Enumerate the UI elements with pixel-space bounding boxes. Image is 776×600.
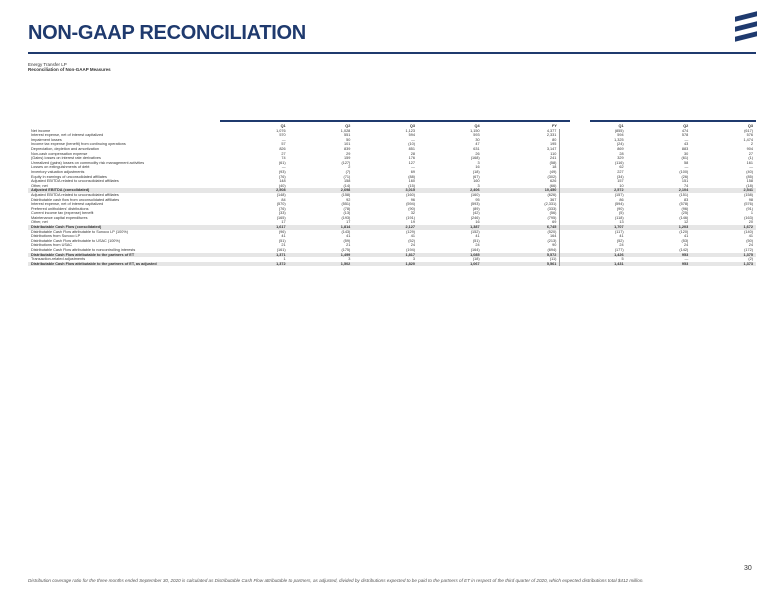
row-label: Distributable Cash Flow (consolidated) bbox=[28, 225, 224, 230]
table-cell: 5 bbox=[560, 257, 627, 262]
table-cell: (51) bbox=[472, 238, 480, 243]
table-cell: (142) bbox=[679, 248, 689, 253]
row-label: Maintenance capital expenditures bbox=[31, 215, 88, 220]
table-cell: 869 bbox=[560, 147, 627, 152]
table-cell: (161) bbox=[276, 248, 286, 253]
table-cell: (694) bbox=[547, 248, 557, 253]
row-label: Equity in earnings of unconsolidated affiliates bbox=[31, 174, 107, 179]
table-cell: 41 bbox=[684, 234, 689, 239]
table-cell: 1,820 bbox=[353, 262, 418, 267]
table-cell: 5,561 bbox=[483, 262, 560, 267]
row-label: Distributable Cash Flow attributable to Sunoco LP (100%) bbox=[31, 229, 129, 234]
row-label: Transaction-related adjustments bbox=[31, 257, 86, 262]
table-cell: 904 bbox=[746, 146, 753, 151]
table-cell: 84 bbox=[281, 197, 286, 202]
table-cell: (40) bbox=[746, 169, 753, 174]
table-cell: 1,085 bbox=[418, 253, 483, 258]
table-cell: — bbox=[411, 137, 415, 142]
company-logo-icon bbox=[735, 14, 757, 40]
table-cell: 159 bbox=[343, 156, 351, 161]
table-cell: 110 bbox=[550, 151, 557, 156]
table-cell: 30 bbox=[684, 151, 689, 156]
table-cell: (165) bbox=[276, 215, 286, 220]
table-cell: (10) bbox=[408, 142, 415, 147]
table-cell: 4,377 bbox=[546, 128, 557, 133]
table-cell: (2,331) bbox=[544, 202, 557, 207]
table-cell: 86 bbox=[560, 198, 627, 203]
table-cell: — bbox=[684, 257, 689, 262]
table-cell: 10,450 bbox=[483, 188, 560, 193]
table-cell: (40) bbox=[278, 183, 286, 188]
page-title: NON-GAAP RECONCILIATION bbox=[28, 22, 306, 44]
table-cell: 80 bbox=[552, 137, 557, 142]
table-cell: 1 bbox=[750, 211, 753, 216]
table-cell: 18 bbox=[552, 165, 557, 170]
table-row bbox=[28, 262, 756, 267]
row-label: Losses on extinguishments of debt bbox=[31, 165, 90, 170]
table-cell: 195 bbox=[550, 142, 557, 147]
table-cell: 953 bbox=[627, 253, 692, 258]
table-cell: 69 bbox=[410, 169, 415, 174]
table-cell: (67) bbox=[472, 174, 480, 179]
table-cell: (76) bbox=[278, 174, 286, 179]
row-label: Inventory valuation adjustments bbox=[31, 169, 85, 174]
table-cell: (61) bbox=[278, 160, 286, 165]
table-cell: 62 bbox=[560, 165, 627, 170]
table-cell: (1) bbox=[748, 156, 753, 161]
table-cell: (96) bbox=[278, 229, 286, 234]
table-cell: 1,499 bbox=[289, 253, 354, 258]
column-group-rule-2020 bbox=[590, 120, 756, 122]
table-cell: 83 bbox=[684, 197, 689, 202]
table-cell: 19 bbox=[410, 220, 415, 225]
table-cell: (33) bbox=[278, 211, 286, 216]
table-cell: 30 bbox=[475, 137, 480, 142]
table-cell: 158 bbox=[343, 179, 351, 184]
table-cell: 578 bbox=[681, 133, 689, 138]
table-cell: (100) bbox=[679, 169, 689, 174]
table-cell: — bbox=[684, 165, 689, 170]
table-cell: 24 bbox=[684, 243, 689, 248]
table-cell: 17 bbox=[346, 220, 351, 225]
table-cell: (18) bbox=[472, 257, 480, 262]
table-cell: (52) bbox=[408, 238, 415, 243]
table-cell: 101 bbox=[343, 142, 351, 147]
column-header: Q1 bbox=[618, 124, 624, 128]
table-cell: (58) bbox=[549, 160, 557, 165]
table-cell: 16 bbox=[475, 220, 480, 225]
table-cell: 16 bbox=[475, 165, 480, 170]
column-header: Q3 bbox=[409, 124, 415, 128]
table-cell: 3,015 bbox=[353, 188, 418, 193]
table-cell: (18) bbox=[472, 169, 480, 174]
table-cell: 2,572 bbox=[560, 188, 627, 193]
table-cell: 1,372 bbox=[224, 262, 289, 267]
table-cell: 24 bbox=[560, 243, 627, 248]
footer-note: Distribution coverage ratio for the three months ended September 30, 2020 is calculated as Distributable Cash Flow attributable to partners, as adjusted, divided by distributions expected to be paid to the partners of ET in respect of the third quarter of 2020, which expected distributions total $412 million. bbox=[28, 578, 644, 583]
table-cell: (116) bbox=[560, 161, 627, 166]
table-cell: (2) bbox=[748, 257, 753, 262]
table-cell: 1,707 bbox=[560, 225, 627, 230]
table-cell: 474 bbox=[681, 128, 689, 133]
table-cell: 1,123 bbox=[405, 128, 415, 133]
row-label: Preferred unitholders' distributions bbox=[31, 206, 89, 211]
table-cell: (158) bbox=[744, 192, 753, 197]
table-cell: 41 bbox=[475, 234, 480, 239]
table-cell: (89) bbox=[472, 206, 480, 211]
table-cell: 24 bbox=[475, 243, 480, 248]
table-cell: 1,203 bbox=[627, 225, 692, 230]
table-cell: (152) bbox=[470, 229, 480, 234]
table-cell: 1,028 bbox=[340, 128, 351, 133]
table-cell: 43 bbox=[684, 142, 689, 147]
table-cell: 29 bbox=[346, 151, 351, 156]
table-cell: 127 bbox=[408, 160, 415, 165]
table-cell: 1,375 bbox=[691, 253, 756, 258]
table-cell: 92 bbox=[346, 197, 351, 202]
table-cell: 593 bbox=[473, 133, 480, 138]
column-header: FY bbox=[552, 124, 557, 128]
table-cell: 6,745 bbox=[483, 225, 560, 230]
table-cell: (333) bbox=[547, 206, 557, 211]
table-cell: 26 bbox=[475, 151, 480, 156]
footnotes-section bbox=[28, 296, 756, 302]
table-cell: (14) bbox=[343, 183, 351, 188]
row-label: Adjusted EBITDA related to unconsolidated affiliates bbox=[31, 179, 119, 184]
table-cell: 20 bbox=[748, 220, 753, 225]
row-label: Depreciation, depletion and amortization bbox=[31, 146, 99, 151]
table-cell: 27 bbox=[748, 151, 753, 156]
table-cell: (53) bbox=[681, 238, 689, 243]
table-cell: (50) bbox=[746, 238, 753, 243]
row-label: Unrealized (gains) losses on commodity risk management activities bbox=[31, 160, 145, 165]
table-cell: (520) bbox=[547, 229, 557, 234]
reconciliation-table bbox=[28, 124, 756, 266]
table-cell: (90) bbox=[408, 206, 415, 211]
row-label: Interest expense, net of interest capitalized bbox=[31, 202, 104, 207]
table-cell: (594) bbox=[406, 202, 415, 207]
table-cell: 164 bbox=[550, 234, 557, 239]
report-subtitle bbox=[28, 62, 111, 72]
table-cell: (42) bbox=[472, 211, 480, 216]
table-cell: (151) bbox=[679, 192, 689, 197]
table-cell: 160 bbox=[408, 179, 415, 184]
table-cell: (148) bbox=[276, 192, 286, 197]
table-cell: (594) bbox=[560, 202, 627, 207]
table-cell: 2,698 bbox=[289, 188, 354, 193]
table-cell: (24) bbox=[560, 142, 627, 147]
table-cell: 1,150 bbox=[470, 128, 480, 133]
table-cell: (71) bbox=[343, 174, 351, 179]
row-label: Non-cash compensation expense bbox=[31, 151, 88, 156]
table-cell: (88) bbox=[408, 174, 415, 179]
table-cell: 27 bbox=[281, 151, 286, 156]
table-cell: (143) bbox=[341, 229, 351, 234]
table-cell: 594 bbox=[560, 133, 627, 138]
table-cell: (51) bbox=[278, 238, 286, 243]
column-group-rule-2019 bbox=[220, 120, 570, 122]
table-cell: (163) bbox=[744, 215, 753, 220]
table-cell: 1 bbox=[283, 257, 286, 262]
table-cell: (127) bbox=[341, 160, 351, 165]
table-cell: 157 bbox=[560, 179, 627, 184]
table-cell: (129) bbox=[406, 229, 415, 234]
table-cell: 98 bbox=[748, 197, 753, 202]
table-cell: 57 bbox=[281, 142, 286, 147]
table-cell: (855) bbox=[560, 129, 627, 134]
table-cell: 2 bbox=[348, 165, 351, 170]
subtitle-report: Reconciliation of Non-GAAP Measures bbox=[28, 67, 111, 72]
table-cell: 1,672 bbox=[691, 225, 756, 230]
table-cell: (34) bbox=[560, 175, 627, 180]
column-header: Q3 bbox=[747, 124, 753, 128]
subtitle-company: Energy Transfer LP bbox=[28, 62, 67, 67]
table-cell: 148 bbox=[279, 179, 286, 184]
table-cell: (66) bbox=[549, 183, 557, 188]
table-cell: (175) bbox=[341, 248, 351, 253]
table-cell: (96) bbox=[681, 206, 689, 211]
table-cell: (78) bbox=[343, 206, 351, 211]
table-cell: (85) bbox=[746, 174, 753, 179]
table-cell: (172) bbox=[744, 248, 753, 253]
table-cell: (168) bbox=[470, 156, 480, 161]
table-cell: 2,104 bbox=[627, 188, 692, 193]
table-cell: (626) bbox=[547, 192, 557, 197]
row-label: Impairment losses bbox=[31, 137, 62, 142]
table-cell: 96 bbox=[410, 197, 415, 202]
table-cell: (593) bbox=[470, 202, 480, 207]
table-cell: (576) bbox=[744, 202, 753, 207]
table-cell: 1,617 bbox=[224, 225, 289, 230]
table-cell: 2,508 bbox=[224, 188, 289, 193]
row-label: Distributable Cash Flow attributable to USAC (100%) bbox=[31, 238, 121, 243]
table-cell: (118) bbox=[560, 216, 627, 221]
table-cell: (49) bbox=[549, 169, 557, 174]
table-cell: 2,541 bbox=[691, 188, 756, 193]
row-label: Current income tax (expense) benefit bbox=[31, 211, 94, 216]
table-cell: 5,572 bbox=[483, 253, 560, 258]
table-cell: 2,331 bbox=[546, 133, 557, 138]
table-cell: (93) bbox=[278, 169, 286, 174]
table-cell: 32 bbox=[410, 211, 415, 216]
table-cell: 1,067 bbox=[418, 262, 483, 267]
table-cell: (56) bbox=[549, 211, 557, 216]
table-cell: — bbox=[281, 165, 286, 170]
table-cell: 50 bbox=[346, 137, 351, 142]
table-cell: 3 bbox=[412, 257, 415, 262]
table-cell: 69 bbox=[552, 220, 557, 225]
table-cell: 41 bbox=[560, 234, 627, 239]
table-cell: (191) bbox=[406, 215, 415, 220]
table-cell: 3 bbox=[477, 183, 480, 188]
table-cell: 17 bbox=[281, 220, 286, 225]
table-cell: 95 bbox=[475, 197, 480, 202]
table-cell: 1,373 bbox=[691, 262, 756, 267]
table-cell: 41 bbox=[281, 234, 286, 239]
table-cell: (59) bbox=[343, 238, 351, 243]
row-label: Distributable Cash Flow attributable to the partners of ET, as adjusted bbox=[28, 262, 224, 267]
table-cell: 576 bbox=[746, 133, 753, 138]
table-cell: 12 bbox=[684, 220, 689, 225]
table-cell: 1,387 bbox=[418, 225, 483, 230]
table-cell: (120) bbox=[679, 229, 689, 234]
table-cell: 24 bbox=[748, 243, 753, 248]
table-cell: 24 bbox=[410, 243, 415, 248]
table-cell: (157) bbox=[560, 193, 627, 198]
table-cell: 1,817 bbox=[353, 253, 418, 258]
table-cell: 21 bbox=[281, 243, 286, 248]
table-cell: 41 bbox=[748, 234, 753, 239]
table-cell: 3,147 bbox=[546, 146, 557, 151]
table-cell: 13 bbox=[560, 220, 627, 225]
table-cell: 10 bbox=[560, 184, 627, 189]
table-cell: (160) bbox=[470, 192, 480, 197]
table-cell: 74 bbox=[684, 183, 689, 188]
table-cell: (90) bbox=[560, 207, 627, 212]
column-header: Q2 bbox=[683, 124, 689, 128]
table-cell: 883 bbox=[681, 146, 689, 151]
table-cell: 329 bbox=[560, 156, 627, 161]
table-cell: (160) bbox=[406, 192, 415, 197]
row-label: Other, net bbox=[31, 183, 48, 188]
table-cell: 1,076 bbox=[276, 128, 286, 133]
table-cell: (18) bbox=[746, 183, 753, 188]
table-cell: 47 bbox=[475, 142, 480, 147]
row-label: Interest expense, net of interest capitalized bbox=[31, 133, 104, 138]
table-cell: (7) bbox=[345, 169, 351, 174]
row-label: Distributable Cash Flow attributable to noncontrolling interests bbox=[31, 248, 136, 253]
table-cell: (76) bbox=[278, 206, 286, 211]
table-cell: (795) bbox=[547, 215, 557, 220]
table-cell: (570) bbox=[276, 202, 286, 207]
table-cell: (158) bbox=[341, 192, 351, 197]
table-cell: 1,426 bbox=[560, 253, 627, 258]
table-cell: 41 bbox=[346, 234, 351, 239]
table-cell: 227 bbox=[560, 170, 627, 175]
table-cell: 594 bbox=[408, 133, 415, 138]
table-cell: 3 bbox=[348, 257, 351, 262]
table-cell: 58 bbox=[684, 160, 689, 165]
table-cell: 90 bbox=[552, 243, 557, 248]
table-cell: 953 bbox=[627, 262, 692, 267]
table-cell: (140) bbox=[744, 229, 753, 234]
row-label: (Gains) losses on interest rate derivatives bbox=[31, 156, 101, 161]
column-header: Q2 bbox=[345, 124, 351, 128]
table-cell: 160 bbox=[473, 179, 480, 184]
table-cell: 570 bbox=[279, 133, 286, 138]
table-cell: (25) bbox=[681, 211, 689, 216]
table-cell: 241 bbox=[550, 156, 557, 161]
row-label: Distributions from USAC bbox=[31, 243, 73, 248]
table-cell: — bbox=[749, 165, 753, 170]
table-cell: 3 bbox=[477, 160, 480, 165]
table-cell: (117) bbox=[560, 230, 627, 235]
table-cell: 2,127 bbox=[353, 225, 418, 230]
table-cell: — bbox=[281, 137, 286, 142]
table-cell: (61) bbox=[681, 156, 689, 161]
table-cell: (5) bbox=[560, 211, 627, 216]
table-cell: 176 bbox=[408, 156, 415, 161]
column-header: Q4 bbox=[474, 124, 480, 128]
table-cell: (194) bbox=[406, 248, 415, 253]
table-cell: — bbox=[411, 165, 415, 170]
row-label: Income tax expense (benefit) from continuing operations bbox=[31, 142, 126, 147]
table-cell: (15) bbox=[408, 183, 415, 188]
table-cell: (91) bbox=[746, 206, 753, 211]
table-cell: 41 bbox=[410, 234, 415, 239]
row-label: Distributable cash flow from unconsolidated affiliates bbox=[31, 197, 120, 202]
table-cell: (11) bbox=[549, 257, 557, 262]
table-cell: (246) bbox=[470, 215, 480, 220]
table-cell: — bbox=[684, 137, 689, 142]
table-cell: 74 bbox=[281, 156, 286, 161]
table-cell: 1,474 bbox=[743, 137, 753, 142]
table-cell: (578) bbox=[679, 202, 689, 207]
table-cell: 1,502 bbox=[289, 262, 354, 267]
row-label: Adjusted EBITDA related to unconsolidated affiliates bbox=[31, 192, 119, 197]
table-cell: 28 bbox=[410, 151, 415, 156]
table-cell: 1,814 bbox=[289, 225, 354, 230]
table-cell: 551 bbox=[343, 133, 351, 138]
table-cell: 28 bbox=[560, 152, 627, 157]
row-label: Adjusted EBITDA (consolidated) bbox=[28, 188, 224, 193]
table-cell: 367 bbox=[550, 197, 557, 202]
table-cell: (177) bbox=[560, 248, 627, 253]
table-cell: 1,371 bbox=[224, 253, 289, 258]
table-cell: 2,406 bbox=[418, 188, 483, 193]
page-number: 30 bbox=[744, 565, 752, 572]
table-cell: 1,431 bbox=[560, 262, 627, 267]
row-label: Distributable Cash Flow attributable to the partners of ET bbox=[28, 253, 224, 258]
table-cell: 158 bbox=[746, 179, 753, 184]
table-cell: 631 bbox=[473, 146, 480, 151]
row-label: Other, net bbox=[31, 220, 48, 225]
table-cell: (52) bbox=[560, 239, 627, 244]
table-cell: 1,325 bbox=[560, 138, 627, 143]
table-cell: (164) bbox=[470, 248, 480, 253]
table-cell: (26) bbox=[681, 174, 689, 179]
table-cell: 161 bbox=[746, 160, 753, 165]
table-cell: 626 bbox=[550, 179, 557, 184]
table-cell: (302) bbox=[547, 174, 557, 179]
title-divider bbox=[28, 52, 756, 54]
table-cell: 839 bbox=[343, 146, 351, 151]
table-cell: (193) bbox=[341, 215, 351, 220]
table-cell: 851 bbox=[408, 146, 415, 151]
table-cell: (213) bbox=[547, 238, 557, 243]
table-cell: 826 bbox=[279, 146, 286, 151]
column-header: Q1 bbox=[280, 124, 286, 128]
table-cell: 21 bbox=[346, 243, 351, 248]
table-cell: (617) bbox=[744, 128, 753, 133]
table-cell: 151 bbox=[681, 179, 689, 184]
table-cell: (551) bbox=[341, 202, 351, 207]
table-cell: 2 bbox=[750, 142, 753, 147]
table-cell: (146) bbox=[679, 215, 689, 220]
table-cell: (13) bbox=[343, 211, 351, 216]
row-label: Net income bbox=[31, 128, 51, 133]
row-label: Distributions from Sunoco LP bbox=[31, 234, 81, 239]
